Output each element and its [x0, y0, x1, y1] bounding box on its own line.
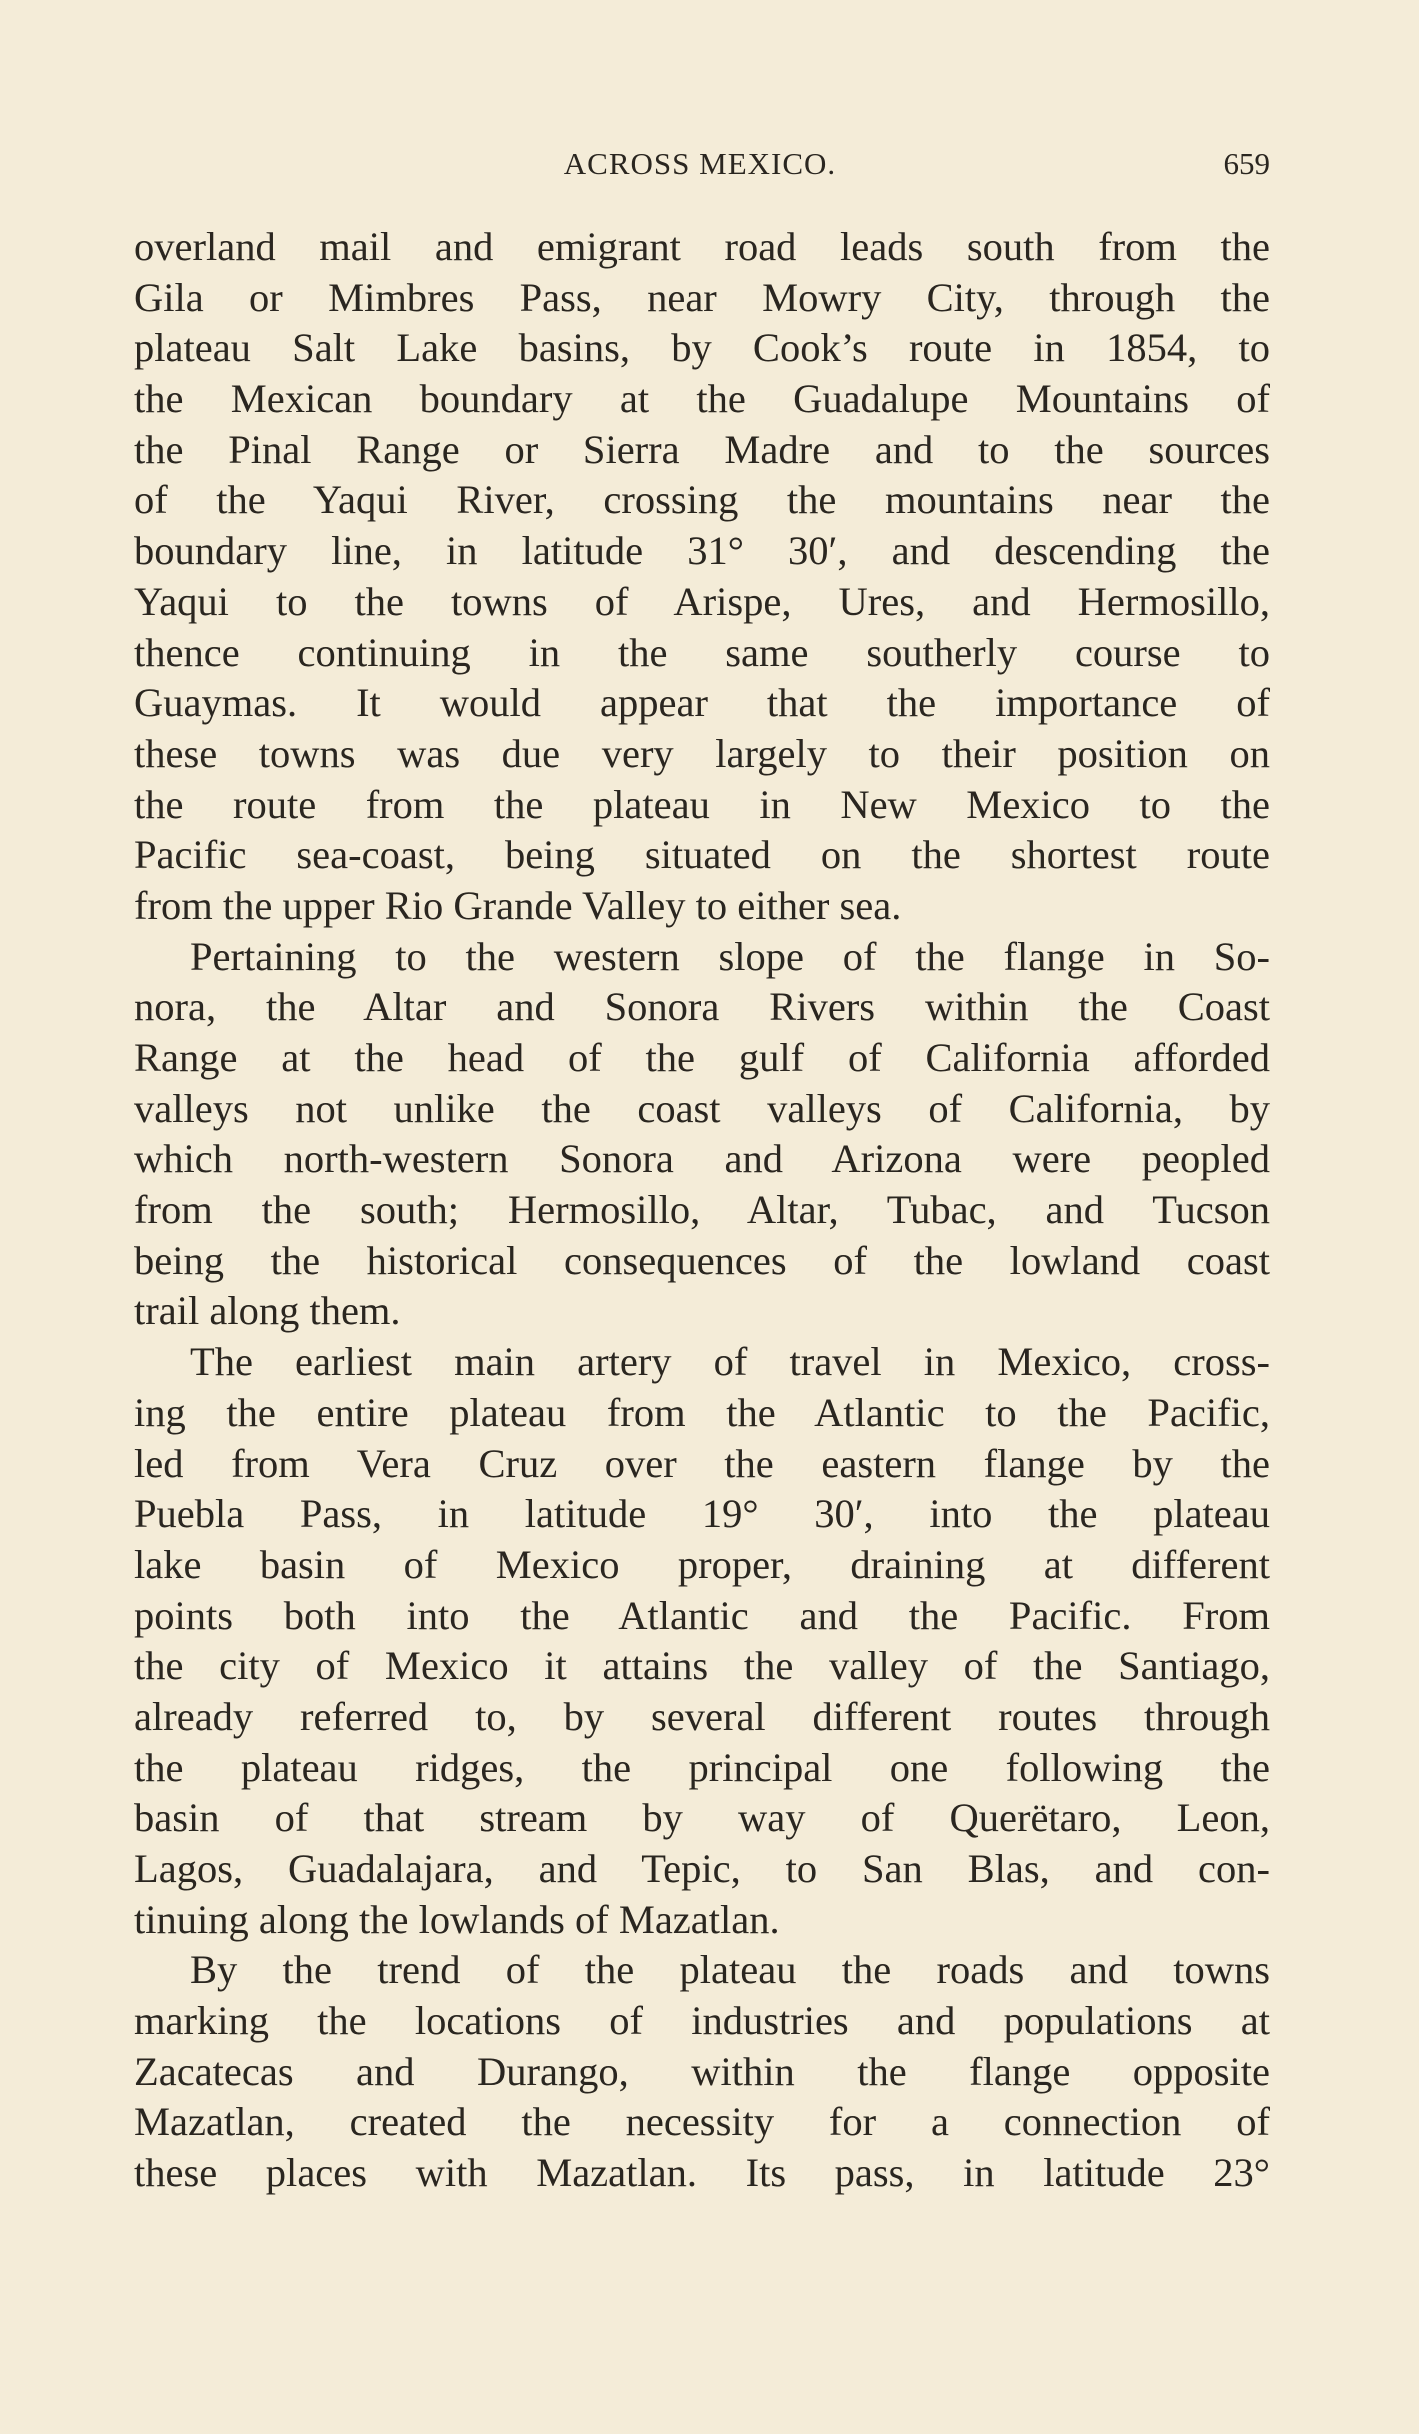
text-line: Guaymas. It would appear that the importance of [134, 680, 1270, 726]
paragraph-start-line: Pertaining to the western slope of the flange in So- [190, 933, 1270, 979]
text-line: lake basin of Mexico proper, draining at different [134, 1541, 1270, 1587]
header-title: ACROSS MEXICO. [563, 146, 837, 181]
text-line: these towns was due very largely to their position on [134, 730, 1270, 776]
text-line: tinuing along the lowlands of Mazatlan. [134, 1896, 780, 1942]
text-line: overland mail and emigrant road leads south from the [134, 224, 1270, 269]
text-line: these places with Mazatlan. Its pass, in latitude 23° [134, 2150, 1270, 2196]
text-line: the route from the plateau in New Mexico to the [134, 781, 1270, 827]
paragraph-start-line: The earliest main artery of travel in Mexico, cross- [190, 1339, 1270, 1385]
running-head [130, 142, 1270, 192]
text-line: the plateau ridges, the principal one following the [134, 1744, 1270, 1790]
text-line: Lagos, Guadalajara, and Tepic, to San Blas, and con- [134, 1846, 1270, 1891]
paragraph-start-line: By the trend of the plateau the roads and towns [190, 1947, 1270, 1993]
text-line: being the historical consequences of the lowland coast [134, 1237, 1270, 1283]
text-line: Yaqui to the towns of Arispe, Ures, and Hermosillo, [134, 578, 1270, 624]
text-line: Mazatlan, created the necessity for a connection of [134, 2099, 1270, 2145]
text-line: the Mexican boundary at the Guadalupe Mountains of [134, 376, 1270, 422]
text-line: nora, the Altar and Sonora Rivers within the Coast [134, 984, 1270, 1030]
text-line: marking the locations of industries and populations at [134, 1998, 1270, 2044]
text-line: Zacatecas and Durango, within the flange opposite [134, 2048, 1270, 2094]
text-line: of the Yaqui River, crossing the mountains near the [134, 477, 1270, 523]
text-line: Gila or Mimbres Pass, near Mowry City, through the [134, 274, 1270, 320]
body-text [134, 222, 1270, 2199]
text-line: Pacific sea-coast, being situated on the shortest route [134, 832, 1270, 878]
text-line: plateau Salt Lake basins, by Cook’s route in 1854, to [134, 325, 1270, 371]
text-line: led from Vera Cruz over the eastern flange by the [134, 1440, 1270, 1486]
text-line: from the south; Hermosillo, Altar, Tubac, and Tucson [134, 1187, 1270, 1233]
text-line: Puebla Pass, in latitude 19° 30′, into the plateau [134, 1491, 1270, 1537]
page-number: 659 [1223, 146, 1270, 181]
text-line: boundary line, in latitude 31° 30′, and descending the [134, 528, 1270, 574]
text-line: thence continuing in the same southerly course to [134, 629, 1270, 675]
text-line: points both into the Atlantic and the Pacific. From [134, 1592, 1270, 1638]
text-line: trail along them. [134, 1288, 401, 1334]
text-line: already referred to, by several different routes through [134, 1693, 1270, 1739]
text-line: which north-western Sonora and Arizona were peopled [134, 1136, 1270, 1182]
text-line: ing the entire plateau from the Atlantic to the Pacific, [134, 1389, 1270, 1435]
text-line: Range at the head of the gulf of California afforded [134, 1035, 1270, 1080]
text-line: from the upper Rio Grande Valley to either sea. [134, 882, 902, 928]
text-line: the Pinal Range or Sierra Madre and to the sources [134, 426, 1270, 472]
text-line: basin of that stream by way of Querëtaro, Leon, [134, 1795, 1270, 1841]
text-line: valleys not unlike the coast valleys of California, by [134, 1085, 1270, 1131]
text-line: the city of Mexico it attains the valley of the Santiago, [134, 1643, 1270, 1689]
